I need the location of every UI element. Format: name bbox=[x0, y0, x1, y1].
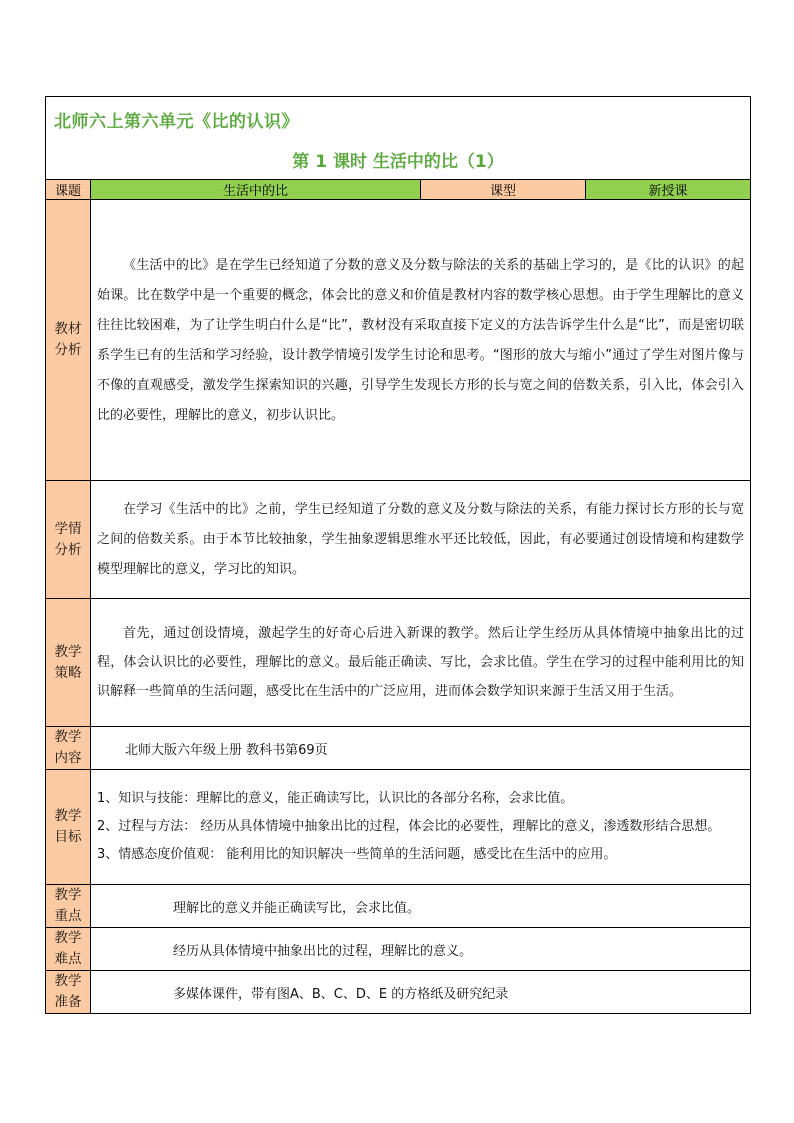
student-analysis-text: 在学习《生活中的比》之前，学生已经知道了分数的意义及分数与除法的关系，有能力探讨长方形的长与宽之间的倍数关系。由于本节比较抽象，学生抽象逻辑思维水平还比较低，因此，有必要通过创设情境和构建数学模型理解比的意义，学习比的知识。 bbox=[91, 481, 751, 599]
teaching-goals-row bbox=[46, 770, 751, 885]
key-points-text: 理解比的意义并能正确读写比，会求比值。 bbox=[91, 885, 751, 928]
goal-item: 2、过程与方法： 经历从具体情境中抽象出比的过程，体会比的必要性，理解比的意义，渗透数形结合思想。 bbox=[97, 819, 721, 834]
goal-item: 3、情感态度价值观： 能利用比的知识解决一些简单的生活问题，感受比在生活中的应用。 bbox=[97, 847, 617, 862]
material-analysis-label-text: 教材 分析 bbox=[54, 321, 82, 358]
info-row bbox=[46, 180, 751, 200]
material-analysis-row bbox=[46, 200, 751, 481]
teaching-content-label-text: 教学 内容 bbox=[54, 729, 82, 766]
teaching-strategy-label-text: 教学 策略 bbox=[54, 643, 82, 681]
teaching-strategy-text: 首先，通过创设情境，激起学生的好奇心后进入新课的教学。然后让学生经历从具体情境中抽象出比的过程，体会认识比的必要性，理解比的意义。最后能正确读、写比，会求比值。学生在学习的过程中能利用比的知识解释一些简单的生活问题，感受比在生活中的广泛应用，进而体会数学知识来源于生活又用于生活。 bbox=[91, 599, 751, 727]
difficulties-text: 经历从具体情境中抽象出比的过程，理解比的意义。 bbox=[91, 928, 751, 971]
teaching-content-row bbox=[46, 727, 751, 770]
teaching-content-text: 北师大版六年级上册 教科书第69页 bbox=[91, 727, 751, 770]
teaching-goals-label-text: 教学 目标 bbox=[54, 808, 82, 845]
difficulties-label-text: 教学 难点 bbox=[54, 930, 82, 967]
lesson-plan-sheet bbox=[45, 96, 750, 1014]
key-points-label-text: 教学 重点 bbox=[54, 887, 82, 924]
topic-value: 生活中的比 bbox=[91, 180, 421, 200]
type-label: 课型 bbox=[421, 180, 586, 200]
teaching-content-label bbox=[46, 727, 91, 770]
goal-item: 1、知识与技能：理解比的意义，能正确读写比，认识比的各部分名称，会求比值。 bbox=[97, 791, 574, 806]
teaching-goals-list bbox=[91, 770, 751, 885]
student-analysis-label bbox=[46, 481, 91, 599]
topic-label: 课题 bbox=[46, 180, 91, 200]
preparation-label-text: 教学 准备 bbox=[54, 973, 82, 1010]
key-points-label bbox=[46, 885, 91, 928]
material-analysis-text: 《生活中的比》是在学生已经知道了分数的意义及分数与除法的关系的基础上学习的，是《比的认识》的起始课。比在数学中是一个重要的概念，体会比的意义和价值是教材内容的数学核心思想。由于学生理解比的意义往往比较困难，为了让学生明白什么是“比”，教材没有采取直接下定义的方法告诉学生什么是“比”，而是密切联系学生已有的生活和学习经验，设计教学情境引发学生讨论和思考。“图形的放大与缩小”通过了学生对图片像与不像的直观感受，激发学生探索知识的兴趣，引导学生发现长方形的长与宽之间的倍数关系，引入比，体会引入比的必要性，理解比的意义，初步认识比。 bbox=[91, 200, 751, 481]
type-value: 新授课 bbox=[586, 180, 751, 200]
title-cell bbox=[46, 97, 751, 180]
preparation-label bbox=[46, 971, 91, 1014]
difficulties-row bbox=[46, 928, 751, 971]
student-analysis-row bbox=[46, 481, 751, 599]
material-analysis-label bbox=[46, 200, 91, 481]
preparation-text: 多媒体课件，带有图A、B、C、D、E 的方格纸及研究纪录 bbox=[91, 971, 751, 1014]
lesson-title: 第 1 课时 生活中的比（1） bbox=[292, 152, 504, 172]
student-analysis-label-text: 学情 分析 bbox=[54, 520, 82, 558]
key-points-row bbox=[46, 885, 751, 928]
teaching-goals-label bbox=[46, 770, 91, 885]
preparation-row bbox=[46, 971, 751, 1014]
unit-title: 北师六上第六单元《比的认识》 bbox=[54, 112, 299, 132]
teaching-strategy-row bbox=[46, 599, 751, 727]
teaching-strategy-label bbox=[46, 599, 91, 727]
lesson-plan-table bbox=[45, 96, 751, 1014]
difficulties-label bbox=[46, 928, 91, 971]
